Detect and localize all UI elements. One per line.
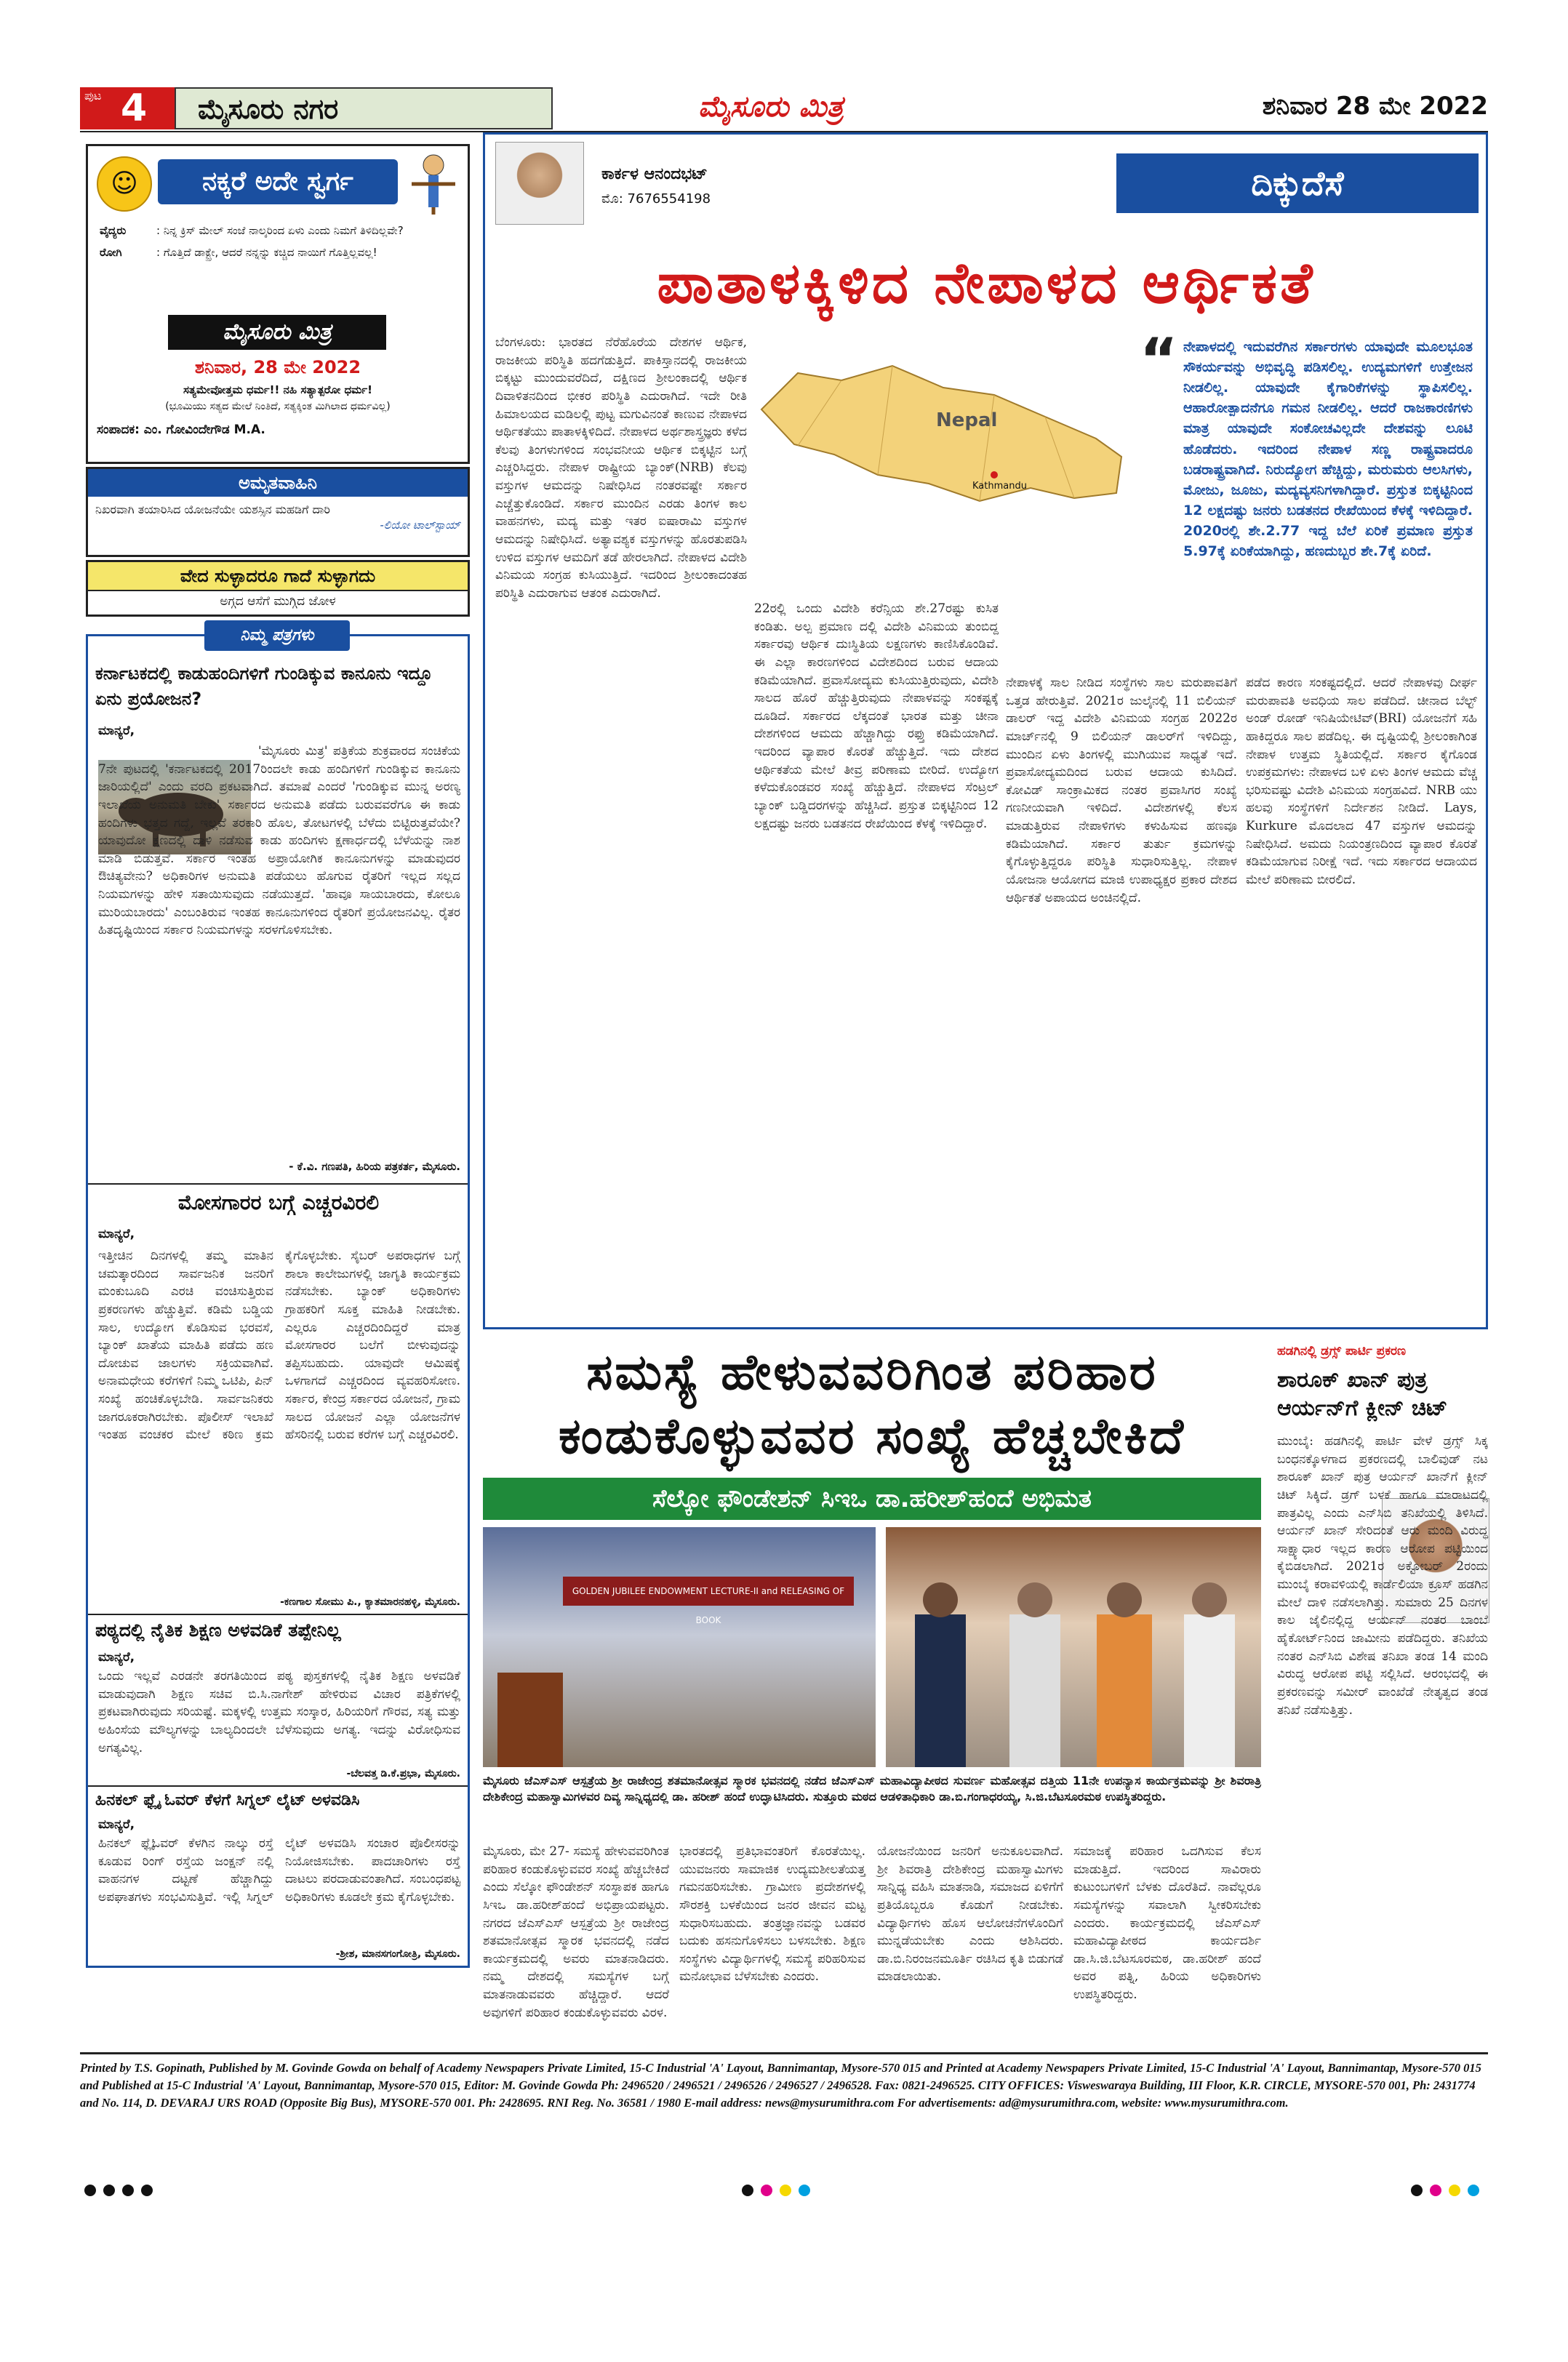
amruthavahini-box (86, 467, 470, 557)
registration-dot (141, 2185, 153, 2196)
edu-column-3: ಯೋಜನೆಯಿಂದ ಜನರಿಗೆ ಅನುಕೂಲವಾಗಿದೆ. ಶ್ರೀ ಶಿವರಾತ್ರಿ ದೇಶಿಕೇಂದ್ರ ಮಹಾಸ್ವಾಮಿಗಳು ಸಾನ್ನಿಧ್ಯ ವಹಿಸಿ ಮಾತನಾಡಿ, ಸಮಾಜದ ಏಳಿಗೆಗೆ ಪ್ರತಿಯೊಬ್ಬರೂ ಕೊಡುಗೆ ನೀಡಬೇಕು. ವಿದ್ಯಾರ್ಥಿಗಳು ಹೊಸ ಆಲೋಚನೆಗಳೊಂದಿಗೆ ಮುನ್ನಡೆಯಬೇಕು ಎಂದು ಆಶಿಸಿದರು. ಡಾ.ಬಿ.ನಿರಂಜನಮೂರ್ತಿ ರಚಿಸಿದ ಕೃತಿ ಬಿಡುಗಡೆ ಮಾಡಲಾಯಿತು. (877, 1844, 1063, 1985)
registration-dot (780, 2185, 791, 2196)
amruthavahini-quote: ನಿಖರವಾಗಿ ತಯಾರಿಸಿದ ಯೋಜನೆಯೇ ಯಶಸ್ಸಿನ ಮಹಡಿಗೆ ದಾರಿ (95, 503, 330, 516)
divider (88, 1785, 468, 1787)
amruthavahini-title: ಅಮೃತವಾಹಿನಿ (88, 469, 468, 497)
dignitaries-silhouettes (886, 1527, 1261, 1767)
masthead-date: ಶನಿವಾರ 28 ಮೇ 2022 (1262, 92, 1488, 121)
letter-3-title: ಪಠ್ಯದಲ್ಲಿ ನೈತಿಕ ಶಿಕ್ಷಣ ಅಳವಡಿಕೆ ತಪ್ಪೇನಿಲ್ಲ (95, 1620, 341, 1641)
section-title-text: ಮೈಸೂರು ನಗರ (198, 93, 339, 125)
joke-title-text: ನಕ್ಕರೆ ಅದೇ ಸ್ವರ್ಗ (202, 167, 353, 196)
imprint-motto: ಸತ್ಯಮೇವೋತ್ತಮ ಧರ್ಮ!! ನಹಿ ಸತ್ಯಾತ್ಪರೋ ಧರ್ಮ! (183, 383, 373, 396)
proverb-box (86, 560, 470, 617)
joke-line (100, 244, 460, 261)
edu-headline-1: ಸಮಸ್ಯೆ ಹೇಳುವವರಿಗಿಂತ ಪರಿಹಾರ (586, 1344, 1158, 1401)
photo-caption: ಮೈಸೂರು ಜೆಎಸ್‌ಎಸ್ ಆಸ್ಪತ್ರೆಯ ಶ್ರೀ ರಾಜೇಂದ್ರ ಶತಮಾನೋತ್ಸವ ಸ್ಮಾರಕ ಭವನದಲ್ಲಿ ನಡೆದ ಜೆಎಸ್‌ಎಸ್ ಮಹಾವಿದ್ಯಾಪೀಠದ ಸುವರ್ಣ ಮಹೋತ್ಸವ ದತ್ತಿಯ 11ನೇ ಉಪನ್ಯಾಸ ಕಾರ್ಯಕ್ರಮವನ್ನು ಶ್ರೀ ಶಿವರಾತ್ರಿ ದೇಶಿಕೇಂದ್ರ ಮಹಾಸ್ವಾಮಿಗಳವರ ದಿವ್ಯ ಸಾನ್ನಿಧ್ಯದಲ್ಲಿ ಡಾ. ಹರೀಶ್ ಹಂದೆ ಉದ್ಘಾಟಿಸಿದರು. ಸುತ್ತೂರು ಮಠದ ಆಡಳಿತಾಧಿಕಾರಿ ಡಾ.ಬಿ.ಗಂಗಾಧರಯ್ಯ, ಸಿ.ಜಿ.ಬೆಟಸೂರಮಠ ಉಪಸ್ಥಿತರಿದ್ದರು. (483, 1774, 1261, 1804)
letters-tag (204, 620, 350, 651)
registration-dot (122, 2185, 134, 2196)
letter-4-signature: -ಶ್ರೀಶ, ಮಾನಸಗಂಗೋತ್ರಿ, ಮೈಸೂರು. (335, 1948, 460, 1960)
registration-dot (1430, 2185, 1441, 2196)
footer-imprint: Printed by T.S. Gopinath, Published by M. Govinde Gowda on behalf of Academy Newspapers Private Limited, 15-C Industrial 'A' Layout, Bannimantap, Mysore-570 015 and Printed at Academy Newspapers Private Limited, 15-C Industrial 'A' Layout, Bannimantap, Mysore-570 015 and Published at 15-C Industrial 'A' Layout, Bannimantap, Mysore-570 015, Editor: M. Govinde Gowda Ph: 2496520 / 2496521 / 2496526 / 2496527 / 2496528. Fax: 0821-2496525. CITY OFFICES: Visweswaraya Building, III Floor, K.R. CIRCLE, MYSORE-570 001, Ph: 2431774 and No. 114, D. DEVARAJ URS ROAD (Opposite Big Bus), MYSORE-570 001. Ph: 2428695. RNI Reg. No. 36581 / 1980 E-mail address: news@mysurumithra.com For advertisements: ad@mysurumithra.com, website: www.mysurumithra.com. (80, 2061, 1481, 2110)
page-word: ಪುಟ (84, 89, 102, 103)
page-number: 4 (121, 87, 148, 130)
divider (88, 1614, 468, 1615)
feature-box (483, 132, 1488, 1329)
drugs-kicker: ಹಡಗಿನಲ್ಲಿ ಡ್ರಗ್ಸ್ ಪಾರ್ಟಿ ಪ್ರಕರಣ (1277, 1344, 1407, 1358)
feature-column-4: ಪಡೆದ ಕಾರಣ ಸಂಕಷ್ಟದಲ್ಲಿದೆ. ಆದರೆ ನೇಪಾಳವು ದೀರ್ಘ ಮರುಪಾವತಿ ಅವಧಿಯ ಸಾಲ ಪಡೆದಿದೆ. ಚೀನಾದ ಬೆಲ್ಟ್ ಅಂಡ್ ರೋಡ್ ಇನಿಷಿಯೇಟಿವ್(BRI) ಯೋಜನೆಗೆ ಸಹಿ ಹಾಕಿದ್ದರೂ ಸಾಲ ಪಡೆದಿಲ್ಲ. ಈ ದೃಷ್ಟಿಯಲ್ಲಿ ಶ್ರೀಲಂಕಾಗಿಂತ ನೇಪಾಳ ಉತ್ತಮ ಸ್ಥಿತಿಯಲ್ಲಿದೆ. ಸರ್ಕಾರ ಕೈಗೊಂಡ ಉಪಕ್ರಮಗಳು: ನೇಪಾಳದ ಬಳಿ ಏಳು ತಿಂಗಳ ಆಮದು ವೆಚ್ಚ ಭರಿಸುವಷ್ಟು ವಿದೇಶಿ ವಿನಿಮಯ ಸಂಗ್ರಹವಿದೆ. NRB ಯು ಹಲವು ಸಂಸ್ಥೆಗಳಿಗೆ ನಿರ್ದೇಶನ ನೀಡಿದೆ. Lays, Kurkure ಮೊದಲಾದ 47 ವಸ್ತುಗಳ ಆಮದನ್ನು ನಿಷೇಧಿಸಿದೆ. ಅಮದು ನಿಯಂತ್ರಣದಿಂದ ವ್ಯಾಪಾರ ಕೊರತೆ ಕಡಿಮೆಯಾಗುವ ನಿರೀಕ್ಷೆ ಇದೆ. ಇದು ಸರ್ಕಾರದ ಆದಾಯದ ಮೇಲೆ ಪರಿಣಾಮ ಬೀರಲಿದೆ. (1246, 676, 1477, 888)
registration-dot (103, 2185, 115, 2196)
joke-dialogue (100, 222, 460, 261)
drugs-body: ಮುಂಬೈ: ಹಡಗಿನಲ್ಲಿ ಪಾರ್ಟಿ ವೇಳೆ ಡ್ರಗ್ಸ್ ಸಿಕ್ಕ ಬಂಧನಕ್ಕೊಳಗಾದ ಪ್ರಕರಣದಲ್ಲಿ ಬಾಲಿವುಡ್ ನಟ ಶಾರೂಕ್ ಖಾನ್ ಪುತ್ರ ಆರ್ಯನ್ ಖಾನ್‌ಗೆ ಕ್ಲೀನ್ ಚಿಟ್ ಸಿಕ್ಕಿದೆ. ಡ್ರಗ್ ಬಳಕೆ ಹಾಗೂ ಮಾರಾಟದಲ್ಲಿ ಪಾತ್ರವಿಲ್ಲ ಎಂದು ಎನ್‌ಸಿಬಿ ತನಿಖೆಯಲ್ಲಿ ತಿಳಿಸಿದೆ. ಆರ್ಯನ್ ಖಾನ್ ಸೇರಿದಂತೆ ಆರು ಮಂದಿ ವಿರುದ್ಧ ಸಾಕ್ಷ್ಯಾಧಾರ ಇಲ್ಲದ ಕಾರಣ ಆರೋಪ ಪಟ್ಟಿಯಿಂದ ಕೈಬಿಡಲಾಗಿದೆ. 2021ರ ಅಕ್ಟೋಬರ್ 2ರಂದು ಮುಂಬೈ ಕರಾವಳಿಯಲ್ಲಿ ಕಾರ್ಡೆಲಿಯಾ ಕ್ರೂಸ್ ಹಡಗಿನ ಮೇಲೆ ದಾಳಿ ನಡೆಸಲಾಗಿತ್ತು. ಸುಮಾರು 25 ದಿನಗಳ ಕಾಲ ಜೈಲಿನಲ್ಲಿದ್ದ ಆರ್ಯನ್ ನಂತರ ಬಾಂಬೆ ಹೈಕೋರ್ಟ್‌ನಿಂದ ಜಾಮೀನು ಪಡೆದಿದ್ದರು. ತನಿಖೆಯ ನಂತರ ಎನ್‌ಸಿಬಿ ವಿಶೇಷ ತನಿಖಾ ತಂಡ 14 ಮಂದಿ ವಿರುದ್ಧ ಆರೋಪ ಪಟ್ಟಿ ಸಲ್ಲಿಸಿದೆ. ಆರಂಭದಲ್ಲಿ ಈ ಪ್ರಕರಣವನ್ನು ಸಮೀರ್ ವಾಂಖೆಡೆ ನೇತೃತ್ವದ ತಂಡ ತನಿಖೆ ನಡೆಸುತ್ತಿತ್ತು. (1277, 1434, 1488, 1718)
letter-2-signature: -ಕಣಗಾಲ ಸೋಮು ಪಿ., ಕ್ಯಾತಮಾರನಹಳ್ಳಿ, ಮೈಸೂರು. (280, 1596, 460, 1608)
page-number-tab (80, 87, 175, 129)
edu-column-2: ಭಾರತದಲ್ಲಿ ಪ್ರತಿಭಾವಂತರಿಗೆ ಕೊರತೆಯಿಲ್ಲ. ಯುವಜನರು ಸಾಮಾಜಿಕ ಉದ್ಯಮಶೀಲತೆಯತ್ತ ಗಮನಹರಿಸಬೇಕು. ಗ್ರಾಮೀಣ ಪ್ರದೇಶಗಳಲ್ಲಿ ಸೌರಶಕ್ತಿ ಬಳಕೆಯಿಂದ ಜನರ ಜೀವನ ಮಟ್ಟ ಸುಧಾರಿಸಬಹುದು. ತಂತ್ರಜ್ಞಾನವನ್ನು ಬಡವರ ಬದುಕು ಹಸನುಗೊಳಿಸಲು ಬಳಸಬೇಕು. ಶಿಕ್ಷಣ ಸಂಸ್ಥೆಗಳು ವಿದ್ಯಾರ್ಥಿಗಳಲ್ಲಿ ಸಮಸ್ಯೆ ಪರಿಹರಿಸುವ ಮನೋಭಾವ ಬೆಳೆಸಬೇಕು ಎಂದರು. (679, 1844, 865, 1985)
imprint-motto-translation: (ಭೂಮಿಯು ಸತ್ಯದ ಮೇಲೆ ನಿಂತಿದೆ, ಸತ್ಯಕ್ಕಿಂತ ಮಿಗಿಲಾದ ಧರ್ಮವಿಲ್ಲ) (165, 401, 391, 412)
author-phone: ಮೊ: 7676554198 (601, 191, 711, 207)
quote-mark-icon: “ (1140, 326, 1178, 393)
registration-dot (761, 2185, 772, 2196)
imprint-editor: ಸಂಪಾದಕ: ಎಂ. ಗೋವಿಂದೇಗೌಡ M.A. (97, 423, 265, 437)
edu-column-4: ಸಮಾಜಕ್ಕೆ ಪರಿಹಾರ ಒದಗಿಸುವ ಕೆಲಸ ಮಾಡುತ್ತಿದೆ. ಇದರಿಂದ ಸಾವಿರಾರು ಕುಟುಂಬಗಳಿಗೆ ಬೆಳಕು ದೊರೆತಿದೆ. ನಾವೆಲ್ಲರೂ ಸಮಸ್ಯೆಗಳನ್ನು ಸವಾಲಾಗಿ ಸ್ವೀಕರಿಸಬೇಕು ಎಂದರು. ಕಾರ್ಯಕ್ರಮದಲ್ಲಿ ಜೆಎಸ್‌ಎಸ್ ಮಹಾವಿದ್ಯಾಪೀಠದ ಕಾರ್ಯದರ್ಶಿ ಡಾ.ಸಿ.ಜಿ.ಬೆಟಸೂರಮಠ, ಡಾ.ಹರೀಶ್ ಹಂದೆ ಅವರ ಪತ್ನಿ, ಹಿರಿಯ ಅಧಿಕಾರಿಗಳು ಉಪಸ್ಥಿತರಿದ್ದರು. (1073, 1844, 1261, 2003)
scarecrow-cartoon-icon (408, 152, 459, 215)
feature-headline: ಪಾತಾಳಕ್ಕಿಳಿದ ನೇಪಾಳದ ಆರ್ಥಿಕತೆ (657, 251, 1316, 316)
joke-box (86, 144, 470, 464)
section-title (175, 87, 553, 129)
letter-4-salute: ಮಾನ್ಯರೆ, (98, 1817, 135, 1832)
letter-3-body: ಒಂದು ಇಲ್ಲವೆ ಎರಡನೇ ತರಗತಿಯಿಂದ ಪಠ್ಯ ಪುಸ್ತಕಗಳಲ್ಲಿ ನೈತಿಕ ಶಿಕ್ಷಣ ಅಳವಡಿಕೆ ಮಾಡುವುದಾಗಿ ಶಿಕ್ಷಣ ಸಚಿವ ಬಿ.ಸಿ.ನಾಗೇಶ್ ಹೇಳಿರುವ ವಿಚಾರ ಪತ್ರಿಕೆಗಳಲ್ಲಿ ಪ್ರಕಟವಾಗಿರುವುದು ಸರಿಯಷ್ಟೆ. ಮಕ್ಕಳಲ್ಲಿ ಉತ್ತಮ ಸಂಸ್ಕಾರ, ಹಿರಿಯರಿಗೆ ಗೌರವ, ಸತ್ಯ ಮತ್ತು ಅಹಿಂಸೆಯ ಮೌಲ್ಯಗಳನ್ನು ಬಾಲ್ಯದಿಂದಲೇ ಬೆಳೆಸುವುದು ಅಗತ್ಯ. ಇದನ್ನು ವಿರೋಧಿಸುವ ಅಗತ್ಯವಿಲ್ಲ. (98, 1669, 460, 1756)
edu-column-1: ಮೈಸೂರು, ಮೇ 27- ಸಮಸ್ಯೆ ಹೇಳುವವರಿಗಿಂತ ಪರಿಹಾರ ಕಂಡುಕೊಳ್ಳುವವರ ಸಂಖ್ಯೆ ಹೆಚ್ಚಬೇಕಿದೆ ಎಂದು ಸೆಲ್ಕೋ ಫೌಂಡೇಶನ್ ಸಂಸ್ಥಾಪಕ ಹಾಗೂ ಸಿಇಒ ಡಾ.ಹರೀಶ್‌ಹಂದೆ ಅಭಿಪ್ರಾಯಪಟ್ಟರು. ನಗರದ ಜೆಎಸ್‌ಎಸ್ ಆಸ್ಪತ್ರೆಯ ಶ್ರೀ ರಾಜೇಂದ್ರ ಶತಮಾನೋತ್ಸವ ಸ್ಮಾರಕ ಭವನದಲ್ಲಿ ನಡೆದ ಕಾರ್ಯಕ್ರಮದಲ್ಲಿ ಅವರು ಮಾತನಾಡಿದರು. ನಮ್ಮ ದೇಶದಲ್ಲಿ ಸಮಸ್ಯೆಗಳ ಬಗ್ಗೆ ಮಾತನಾಡುವವರು ಹೆಚ್ಚಿದ್ದಾರೆ. ಆದರೆ ಅವುಗಳಿಗೆ ಪರಿಹಾರ ಕಂಡುಕೊಳ್ಳುವವರು ವಿರಳ. (483, 1844, 669, 2020)
letter-2-salute: ಮಾನ್ಯರೆ, (98, 1227, 135, 1241)
imprint-date: ಶನಿವಾರ, 28 ಮೇ 2022 (194, 357, 361, 377)
joke-title (158, 159, 398, 204)
joke-text: : ನಿನ್ನ ಕ್ರಿಸ್ ಮೇಲ್ ಸಂಜೆ ನಾಲ್ಕರಿಂದ ಏಳು ಎಂದು ನಿಮಗೆ ತಿಳಿದಿಲ್ಲವೇ? (156, 224, 404, 237)
masthead-logo: ಮೈಸೂರು ಮಿತ್ರ (698, 90, 844, 124)
column-tag-text: ದಿಕ್ಕುದೆಸೆ (1251, 164, 1344, 203)
proverb-text: ಅಗ್ಗದ ಆಸೆಗೆ ಮುಗ್ಗಿದ ಜೋಳ (220, 594, 336, 609)
registration-dot (1449, 2185, 1460, 2196)
joke-speaker: ರೋಗಿ (100, 246, 122, 259)
registration-marks-left (84, 2185, 160, 2199)
letter-1-body: 'ಮೈಸೂರು ಮಿತ್ರ' ಪತ್ರಿಕೆಯ ಶುಕ್ರವಾರದ ಸಂಚಿಕೆಯ 7ನೇ ಪುಟದಲ್ಲಿ 'ಕರ್ನಾಟಕದಲ್ಲಿ 2017ರಿಂದಲೇ ಕಾಡು ಹಂದಿಗಳಿಗೆ ಗುಂಡಿಕ್ಕುವ ಕಾನೂನು ಜಾರಿಯಲ್ಲಿದೆ' ಎಂದು ವರದಿ ಪ್ರಕಟವಾಗಿದೆ. ತಮಾಷೆ ಎಂದರೆ 'ಗುಂಡಿಕ್ಕುವ ಮುನ್ನ ಅರಣ್ಯ ಇಲಾಖೆಯ ಅನುಮತಿ ಬೇಕು' ಸರ್ಕಾರದ ಅನುಮತಿ ಪಡೆದು ಬರುವವರೆಗೂ ಈ ಕಾಡು ಹಂದಿಗಳು ಭತ್ತದ ಗದ್ದೆ, ಇಲ್ಲವೆ ತರಕಾರಿ ಹೊಲ, ತೋಟಗಳಲ್ಲಿ ಬೆಳೆದು ಬಿಟ್ಟಿರುತ್ತವೆಯೇ? ಯಾವುದೋ ಕ್ಷಣದಲ್ಲಿ ದಾಳಿ ನಡೆಸುವ ಕಾಡು ಹಂದಿಗಳು ಕ್ಷಣಾರ್ಧದಲ್ಲಿ ಬೆಳೆಯನ್ನು ನಾಶ ಮಾಡಿ ಬಿಡುತ್ತವೆ. ಸರ್ಕಾರ ಇಂತಹ ಅಪ್ರಾಯೋಗಿಕ ಕಾನೂನುಗಳನ್ನು ಮಾಡುವುದರ ಔಚಿತ್ಯವೇನು? ಅಧಿಕಾರಿಗಳ ಅನುಮತಿ ಪಡೆಯಲು ಹೊಗುವ ರೈತರಿಗೆ ಇಲ್ಲದ ಸಲ್ಲದ ನಿಯಮಗಳನ್ನು ಹೇಳಿ ಸತಾಯಿಸುವುದು ನಡೆಯುತ್ತದೆ. 'ಹಾವೂ ಸಾಯಬಾರದು, ಕೋಲೂ ಮುರಿಯಬಾರದು' ಎಂಬಂತಿರುವ ಇಂತಹ ಕಾನೂನುಗಳಿಂದ ರೈತರಿಗೆ ಪ್ರಯೋಜನವಿಲ್ಲ. ರೈತರ ಹಿತದೃಷ್ಟಿಯಿಂದ ಸರ್ಕಾರ ನಿಯಮಗಳನ್ನು ಸರಳಗೊಳಿಸಬೇಕು. (98, 744, 460, 938)
map-country-label: Nepal (936, 409, 998, 431)
letter-1-signature: - ಕೆ.ವಿ. ಗಣಪತಿ, ಹಿರಿಯ ಪತ್ರಕರ್ತ, ಮೈಸೂರು. (289, 1160, 460, 1173)
registration-marks-center (742, 2185, 817, 2199)
letter-2-title: ಮೋಸಗಾರರ ಬಗ್ಗೆ ಎಚ್ಚರವಿರಲಿ (177, 1190, 380, 1214)
drugs-headline: ಶಾರೂಕ್ ಖಾನ್ ಪುತ್ರ ಆರ್ಯನ್‌ಗೆ ಕ್ಲೀನ್ ಚಿಟ್ (1277, 1367, 1448, 1421)
letter-1-salute: ಮಾನ್ಯರೆ, (98, 724, 135, 738)
podium (497, 1673, 563, 1767)
letter-2-body: ಇತ್ತೀಚಿನ ದಿನಗಳಲ್ಲಿ ತಮ್ಮ ಮಾತಿನ ಚಮತ್ಕಾರದಿಂದ ಸಾರ್ವಜನಿಕ ಜನರಿಗೆ ಮಂಕುಬೂದಿ ಎರಚಿ ವಂಚಿಸುತ್ತಿರುವ ಪ್ರಕರಣಗಳು ಹೆಚ್ಚುತ್ತಿವೆ. ಕಡಿಮೆ ಬಡ್ಡಿಯ ಸಾಲ, ಉದ್ಯೋಗ ಕೊಡಿಸುವ ಭರವಸೆ, ಬ್ಯಾಂಕ್ ಖಾತೆಯ ಮಾಹಿತಿ ಪಡೆದು ಹಣ ದೋಚುವ ಜಾಲಗಳು ಸಕ್ರಿಯವಾಗಿವೆ. ಅನಾಮಧೇಯ ಕರೆಗಳಿಗೆ ನಿಮ್ಮ ಒಟಿಪಿ, ಪಿನ್ ಸಂಖ್ಯೆ ಹಂಚಿಕೊಳ್ಳಬೇಡಿ. ಸಾರ್ವಜನಿಕರು ಜಾಗರೂಕರಾಗಿರಬೇಕು. ಪೊಲೀಸ್ ಇಲಾಖೆ ಇಂತಹ ವಂಚಕರ ಮೇಲೆ ಕಠಿಣ ಕ್ರಮ ಕೈಗೊಳ್ಳಬೇಕು. ಸೈಬರ್ ಅಪರಾಧಗಳ ಬಗ್ಗೆ ಶಾಲಾ ಕಾಲೇಜುಗಳಲ್ಲಿ ಜಾಗೃತಿ ಕಾರ್ಯಕ್ರಮ ನಡೆಸಬೇಕು. ಬ್ಯಾಂಕ್ ಅಧಿಕಾರಿಗಳು ಗ್ರಾಹಕರಿಗೆ ಸೂಕ್ತ ಮಾಹಿತಿ ನೀಡಬೇಕು. ಎಲ್ಲರೂ ಎಚ್ಚರದಿಂದಿದ್ದರೆ ಮಾತ್ರ ಮೋಸಗಾರರ ಬಲೆಗೆ ಬೀಳುವುದನ್ನು ತಪ್ಪಿಸಬಹುದು. ಯಾವುದೇ ಆಮಿಷಕ್ಕೆ ಒಳಗಾಗದೆ ಎಚ್ಚರದಿಂದ ವ್ಯವಹರಿಸೋಣ. ಸರ್ಕಾರ, ಕೇಂದ್ರ ಸರ್ಕಾರದ ಯೋಜನೆ, ಗ್ರಾಮ ಸಾಲದ ಯೋಜನೆ ಎಲ್ಲಾ ಯೋಜನೆಗಳ ಹೆಸರಿನಲ್ಲಿ ಬರುವ ಕರೆಗಳ ಬಗ್ಗೆ ಎಚ್ಚರವಿರಲಿ. (98, 1249, 460, 1443)
pull-quote: ನೇಪಾಳದಲ್ಲಿ ಇದುವರೆಗಿನ ಸರ್ಕಾರಗಳು ಯಾವುದೇ ಮೂಲಭೂತ ಸೌಕರ್ಯವನ್ನು ಅಭಿವೃದ್ಧಿ ಪಡಿಸಲಿಲ್ಲ. ಉದ್ಯಮಗಳಿಗೆ ಉತ್ತೇಜನ ನೀಡಲಿಲ್ಲ. ಯಾವುದೇ ಕೈಗಾರಿಕೆಗಳನ್ನು ಸ್ಥಾಪಿಸಲಿಲ್ಲ. ಆಹಾರೋತ್ಪಾದನೆಗೂ ಗಮನ ನೀಡಲಿಲ್ಲ. ಆದರೆ ರಾಜಕಾರಣಿಗಳು ಮಾತ್ರ ಯಾವುದೇ ಸಂಕೋಚವಿಲ್ಲದೇ ದೇಶವನ್ನು ಲೂಟಿ ಹೊಡೆದರು. ಇದರಿಂದ ನೇಪಾಳ ಸಣ್ಣ ರಾಷ್ಟ್ರವಾದರೂ ಬಡರಾಷ್ಟ್ರವಾಗಿದೆ. ನಿರುದ್ಯೋಗ ಹೆಚ್ಚಿದ್ದು, ಮರುಮರು ಆಲಸಿಗಳು, ಮೋಜು, ಜೂಜು, ಮದ್ಯವ್ಯಸನಿಗಳಾಗಿದ್ದಾರೆ. ಪ್ರಸ್ತುತ ಬಿಕ್ಕಟ್ಟಿನಿಂದ 12 ಲಕ್ಷದಷ್ಟು ಜನರು ಬಡತನದ ರೇಖೆಯಿಂದ ಕೆಳಕ್ಕೆ ಇಳಿದಿದ್ದಾರೆ. 2020ರಲ್ಲಿ ಶೇ.2.77 ಇದ್ದ ಬೆಲೆ ಏರಿಕೆ ಪ್ರಮಾಣ ಪ್ರಸ್ತುತ 5.97ಕ್ಕೆ ಏರಿಕೆಯಾಗಿದ್ದು, ಹಣದುಬ್ಬರ ಶೇ.7ಕ್ಕೆ ಏರಿದೆ. (1183, 339, 1473, 560)
letter-4-body: ಹಿನಕಲ್ ಫ್ಲೈಓವರ್ ಕೆಳಗಿನ ನಾಲ್ಕು ರಸ್ತೆ ಕೂಡುವ ರಿಂಗ್ ರಸ್ತೆಯ ಜಂಕ್ಷನ್ ನಲ್ಲಿ ವಾಹನಗಳ ದಟ್ಟಣೆ ಹೆಚ್ಚಾಗಿದ್ದು ಅಪಘಾತಗಳು ಸಂಭವಿಸುತ್ತಿವೆ. ಇಲ್ಲಿ ಸಿಗ್ನಲ್ ಲೈಟ್ ಅಳವಡಿಸಿ ಸಂಚಾರ ಪೊಲೀಸರನ್ನು ನಿಯೋಜಿಸಬೇಕು. ಪಾದಚಾರಿಗಳು ರಸ್ತೆ ದಾಟಲು ಪರದಾಡುವಂತಾಗಿದೆ. ಸಂಬಂಧಪಟ್ಟ ಅಧಿಕಾರಿಗಳು ಕೂಡಲೇ ಕ್ರಮ ಕೈಗೊಳ್ಳಬೇಕು. (98, 1836, 460, 1905)
registration-dot (84, 2185, 96, 2196)
nepal-map (754, 329, 1132, 591)
feature-column-3: ನೇಪಾಳಕ್ಕೆ ಸಾಲ ನೀಡಿದ ಸಂಸ್ಥೆಗಳು ಸಾಲ ಮರುಪಾವತಿಗೆ ಒತ್ತಡ ಹೇರುತ್ತಿವೆ. 2021ರ ಜುಲೈನಲ್ಲಿ 11 ಬಿಲಿಯನ್ ಡಾಲರ್ ಇದ್ದ ವಿದೇಶಿ ವಿನಿಮಯ ಸಂಗ್ರಹ 2022ರ ಮಾರ್ಚ್‌ನಲ್ಲಿ 9 ಬಿಲಿಯನ್ ಡಾಲರ್‌ಗೆ ಇಳಿದಿದ್ದು, ಮುಂದಿನ ಏಳು ತಿಂಗಳಲ್ಲಿ ಮುಗಿಯುವ ಸಾಧ್ಯತೆ ಇದೆ. ಪ್ರವಾಸೋದ್ಯಮದಿಂದ ಬರುವ ಆದಾಯ ಕುಸಿದಿದೆ. ಕೋವಿಡ್ ಸಾಂಕ್ರಾಮಿಕದ ನಂತರ ಪ್ರವಾಸಿಗರ ಸಂಖ್ಯೆ ಗಣನೀಯವಾಗಿ ಇಳಿದಿದೆ. ವಿದೇಶಗಳಲ್ಲಿ ಕೆಲಸ ಮಾಡುತ್ತಿರುವ ನೇಪಾಳಿಗಳು ಕಳುಹಿಸುವ ಹಣವೂ ಕಡಿಮೆಯಾಗಿದೆ. ಸರ್ಕಾರ ತುರ್ತು ಕ್ರಮಗಳನ್ನು ಕೈಗೊಳ್ಳುತ್ತಿದ್ದರೂ ಪರಿಸ್ಥಿತಿ ಸುಧಾರಿಸುತ್ತಿಲ್ಲ. ನೇಪಾಳ ಯೋಜನಾ ಆಯೋಗದ ಮಾಜಿ ಉಪಾಧ್ಯಕ್ಷರ ಪ್ರಕಾರ ದೇಶದ ಆರ್ಥಿಕತೆ ಅಪಾಯದ ಅಂಚಿನಲ್ಲಿದೆ. (1006, 676, 1237, 905)
edu-strap-text: ಸೆಲ್ಕೋ ಫೌಂಡೇಶನ್ ಸಿಇಒ ಡಾ.ಹರೀಶ್‌ಹಂದೆ ಅಭಿಮತ (652, 1484, 1092, 1513)
registration-dot (742, 2185, 753, 2196)
letter-4-title: ಹಿನಕಲ್ ಫ್ಲೈ ಓವರ್ ಕೆಳಗೆ ಸಿಗ್ನಲ್ ಲೈಟ್ ಅಳವಡಿಸಿ (95, 1791, 360, 1809)
author-photo (495, 142, 584, 225)
event-photo-1 (483, 1527, 876, 1767)
column-tag (1116, 153, 1479, 213)
page-header (80, 87, 1488, 131)
amruthavahini-author: -ಲಿಯೋ ಟಾಲ್‌ಸ್ಟಾಯ್ (380, 519, 460, 532)
letter-3-salute: ಮಾನ್ಯರೆ, (98, 1650, 135, 1665)
imprint-logo (168, 315, 386, 350)
registration-dot (799, 2185, 810, 2196)
imprint-logo-text: ಮೈಸೂರು ಮಿತ್ರ (223, 319, 332, 345)
proverb-title: ವೇದ ಸುಳ್ಳಾದರೂ ಗಾದೆ ಸುಳ್ಳಾಗದು (88, 562, 468, 591)
joke-line (100, 222, 460, 239)
map-city-label: Kathmandu (972, 481, 1027, 492)
registration-marks-right (1411, 2185, 1487, 2199)
joke-text: : ಗೊತ್ತಿದೆ ಡಾಕ್ಟ್ರೇ, ಆದರೆ ನನ್ನನ್ನು ಕಚ್ಚಿದ ನಾಯಿಗೆ ಗೊತ್ತಿಲ್ಲವಲ್ಲ! (156, 246, 377, 259)
divider (88, 1183, 468, 1185)
event-photo-2 (886, 1527, 1261, 1767)
laughing-emoji-icon: ☺ (97, 156, 152, 212)
registration-dot (1411, 2185, 1423, 2196)
feature-column-1: ಬೆಂಗಳೂರು: ಭಾರತದ ನೆರೆಹೊರೆಯ ದೇಶಗಳ ಆರ್ಥಿಕ, ರಾಜಕೀಯ ಪರಿಸ್ಥಿತಿ ಹದಗೆಡುತ್ತಿದೆ. ಪಾಕಿಸ್ತಾನದಲ್ಲಿ ರಾಜಕೀಯ ಬಿಕ್ಕಟ್ಟು ಮುಂದುವರೆದಿದೆ, ದಕ್ಷಿಣದ ಶ್ರೀಲಂಕಾದಲ್ಲಿ ಆರ್ಥಿಕ ದಿವಾಳಿತನದಿಂದ ಭೀಕರ ಪರಿಸ್ಥಿತಿ ಎದುರಾಗಿದೆ. ಇದೇ ರೀತಿ ಹಿಮಾಲಯದ ಮಡಿಲಲ್ಲಿ ಪುಟ್ಟ ಮಗುವಿನಂತೆ ಕಾಣುವ ನೇಪಾಳದ ಆರ್ಥಿಕತೆಯು ಪಾತಾಳಕ್ಕಿಳಿದಿದೆ. ನೇಪಾಳದ ಅರ್ಥಶಾಸ್ತ್ರಜ್ಞರು ಕಳೆದ ಕೆಲವು ತಿಂಗಳುಗಳಿಂದ ಸಂಭವನೀಯ ಆರ್ಥಿಕ ಬಿಕ್ಕಟ್ಟಿನ ಬಗ್ಗೆ ಎಚ್ಚರಿಸಿದ್ದರು. ನೇಪಾಳ ರಾಷ್ಟ್ರೀಯ ಬ್ಯಾಂಕ್(NRB) ಕೆಲವು ವಸ್ತುಗಳ ಆಮದನ್ನು ನಿಷೇಧಿಸಿದ ನಂತರವಷ್ಟೇ ಸರ್ಕಾರ ಎಚ್ಚೆತ್ತುಕೊಂಡಿದೆ. ಸರ್ಕಾರ ಮುಂದಿನ ಎರಡು ತಿಂಗಳ ಕಾಲ ವಾಹನಗಳು, ಮದ್ಯ ಮತ್ತು ಇತರ ಐಷಾರಾಮಿ ವಸ್ತುಗಳ ಆಮದನ್ನು ನಿಷೇಧಿಸಿದೆ. ಅತ್ಯಾವಶ್ಯಕ ವಸ್ತುಗಳನ್ನು ಹೊರತುಪಡಿಸಿ ಉಳಿದ ವಸ್ತುಗಳ ಆಮದಿಗೆ ತಡೆ ಹೇರಲಾಗಿದೆ. ನೇಪಾಳದ ವಿದೇಶಿ ವಿನಿಮಯ ಸಂಗ್ರಹ ಕುಸಿಯುತ್ತಿದೆ. ಇದರಿಂದ ಶ್ರೀಲಂಕಾದಂತಹ ಪರಿಸ್ಥಿತಿ ಎದುರಾಗುವ ಆತಂಕ ಎದುರಾಗಿದೆ. (495, 335, 747, 601)
letter-1-title: ಕರ್ನಾಟಕದಲ್ಲಿ ಕಾಡುಹಂದಿಗಳಿಗೆ ಗುಂಡಿಕ್ಕುವ ಕಾನೂನು ಇದ್ದೂ ಏನು ಪ್ರಯೋಜನ? (95, 663, 433, 709)
event-banner-text: GOLDEN JUBILEE ENDOWMENT LECTURE-II and RELEASING OF BOOK (572, 1586, 845, 1625)
letter-3-signature: -ಬೆಲವತ್ತ ಡಿ.ಕೆ.ಪ್ರಭಾ, ಮೈಸೂರು. (346, 1768, 460, 1779)
event-banner (563, 1577, 854, 1625)
letters-box (86, 626, 470, 1968)
footer-rule (80, 2052, 1488, 2054)
feature-column-2: 22ರಲ್ಲಿ ಒಂದು ವಿದೇಶಿ ಕರೆನ್ಸಿಯ ಶೇ.27ರಷ್ಟು ಕುಸಿತ ಕಂಡಿತು. ಅಲ್ಪ ಪ್ರಮಾಣ ದಲ್ಲಿ ವಿದೇಶಿ ವಿನಿಮಯ ತುಂಬಿದ್ದ ಸರ್ಕಾರವು ಆರ್ಥಿಕ ದುಃಸ್ಥಿತಿಯ ಲಕ್ಷಣಗಳು ಕಾಣಿಸಿಕೊಂಡಿವೆ. ಈ ಎಲ್ಲಾ ಕಾರಣಗಳಿಂದ ವಿದೇಶದಿಂದ ಬರುವ ಆದಾಯ ಕಡಿಮೆಯಾಗಿದೆ. ಪ್ರವಾಸೋದ್ಯಮ ಕುಸಿಯುತ್ತಿರುವುದು, ವಿದೇಶಿ ಸಾಲದ ಹೊರೆ ಹೆಚ್ಚುತ್ತಿರುವುದು ನೇಪಾಳವನ್ನು ಸಂಕಷ್ಟಕ್ಕೆ ದೂಡಿದೆ. ಸರ್ಕಾರದ ಲೆಕ್ಕದಂತೆ ಭಾರತ ಮತ್ತು ಚೀನಾ ದೇಶಗಳಿಂದ ಆಮದು ಹೆಚ್ಚಾಗಿದ್ದು ರಫ್ತು ಕಡಿಮೆಯಾಗಿದೆ. ಇದರಿಂದ ವ್ಯಾಪಾರ ಕೊರತೆ ಹೆಚ್ಚುತ್ತಿದೆ. ಇದು ದೇಶದ ಆರ್ಥಿಕತೆಯ ಮೇಲೆ ತೀವ್ರ ಪರಿಣಾಮ ಬೀರಿದೆ. ಉದ್ಯೋಗ ಕಳೆದುಕೊಂಡವರ ಸಂಖ್ಯೆ ಹೆಚ್ಚುತ್ತಿದೆ. ನೇಪಾಳದ ಸೆಂಟ್ರಲ್ ಬ್ಯಾಂಕ್ ಬಡ್ಡಿದರಗಳನ್ನು ಹೆಚ್ಚಿಸಿದೆ. ಪ್ರಸ್ತುತ ಬಿಕ್ಕಟ್ಟಿನಿಂದ 12 ಲಕ್ಷದಷ್ಟು ಜನರು ಬಡತನದ ರೇಖೆಯಿಂದ ಕೆಳಕ್ಕೆ ಇಳಿದಿದ್ದಾರೆ. (754, 601, 999, 831)
registration-dot (1468, 2185, 1479, 2196)
joke-speaker: ವೈದ್ಯರು (100, 224, 127, 237)
edu-headline-2: ಕಂಡುಕೊಳ್ಳುವವರ ಸಂಖ್ಯೆ ಹೆಚ್ಚಬೇಕಿದೆ (559, 1408, 1185, 1465)
letters-tag-text: ನಿಮ್ಮ ಪತ್ರಗಳು (240, 626, 314, 644)
edu-strap (483, 1478, 1261, 1520)
author-name: ಕಾರ್ಕಳ ಆನಂದಭಟ್ (601, 165, 708, 183)
